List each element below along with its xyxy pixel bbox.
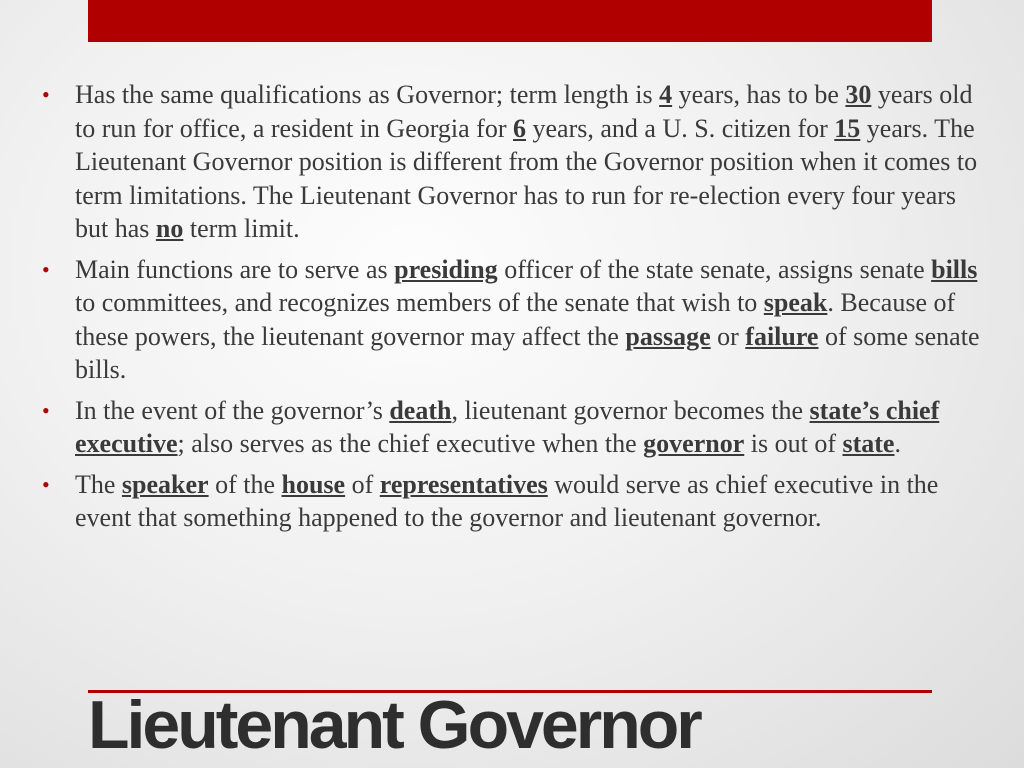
bullet-marker: • xyxy=(42,82,50,107)
bullet-text-segment: or xyxy=(710,321,746,351)
bullet-text-segment: In the event of the governor’s xyxy=(75,395,390,425)
key-term: presiding xyxy=(394,254,498,284)
top-accent-bar xyxy=(88,0,932,42)
bullet-text xyxy=(75,396,939,459)
bullet-succession xyxy=(40,394,990,461)
key-term: state xyxy=(842,429,895,458)
bullet-text-segment: is out of xyxy=(744,429,843,458)
key-term: house xyxy=(281,469,346,499)
bullet-text-segment: The xyxy=(75,469,122,499)
key-term: governor xyxy=(643,429,745,458)
bullet-text-segment: of some senate bills. xyxy=(75,321,980,384)
bullet-text-segment: Main functions are to serve as xyxy=(75,254,395,284)
bullet-text-segment: . Because of these powers, the lieutenant governor may affect the xyxy=(75,288,956,351)
key-term: bills xyxy=(931,254,978,284)
bullet-text xyxy=(75,255,980,385)
bullet-text-segment: years. The Lieutenant Governor position is different from the Governor position when it comes to term limitations. The Lieutenant Governor has to run for re-election every four years but has xyxy=(75,113,978,243)
key-term: speaker xyxy=(121,469,209,499)
bullet-qualifications xyxy=(40,78,990,246)
key-term: passage xyxy=(625,321,711,351)
bullet-text-segment: of xyxy=(345,469,380,499)
bullet-text-segment: , lieutenant governor becomes the xyxy=(451,395,810,425)
key-term: speak xyxy=(763,288,828,317)
bullet-list xyxy=(40,78,990,542)
key-term: failure xyxy=(745,321,819,351)
bullet-text-segment: term limit. xyxy=(183,214,300,243)
key-term: 30 xyxy=(845,80,872,109)
key-term: 15 xyxy=(834,113,861,143)
bullet-text-segment: years, has to be xyxy=(672,80,846,109)
bullet-speaker xyxy=(40,468,990,535)
key-term: 6 xyxy=(513,113,527,143)
bullet-text-segment: ; also serves as the chief executive when the xyxy=(177,429,644,458)
key-term: no xyxy=(155,214,184,243)
slide-title: Lieutenant Governor xyxy=(88,687,700,763)
bullet-text-segment: . xyxy=(894,429,901,458)
key-term: representatives xyxy=(379,469,548,499)
bullet-text-segment: years old to run for office, a resident in Georgia for xyxy=(75,80,973,143)
bullet-text xyxy=(75,470,938,533)
bullet-marker: • xyxy=(42,397,50,423)
bullet-marker: • xyxy=(42,471,50,497)
bullet-text xyxy=(75,80,977,243)
bullet-text-segment: Has the same qualifications as Governor; term length is xyxy=(75,80,660,109)
bullet-text-segment: years, and a U. S. citizen for xyxy=(526,113,835,143)
key-term: 4 xyxy=(659,80,673,109)
key-term: state’s chief executive xyxy=(75,395,940,458)
bullet-text-segment: would serve as chief executive in the event that something happened to the governor and lieutenant governor. xyxy=(75,469,939,532)
bullet-text-segment: officer of the state senate, assigns senate xyxy=(497,254,932,284)
bullet-main-functions xyxy=(40,253,990,387)
bullet-marker: • xyxy=(42,256,50,282)
bullet-text-segment: to committees, and recognizes members of the senate that wish to xyxy=(75,288,764,317)
key-term: death xyxy=(389,395,452,425)
bullet-text-segment: of the xyxy=(208,469,282,499)
